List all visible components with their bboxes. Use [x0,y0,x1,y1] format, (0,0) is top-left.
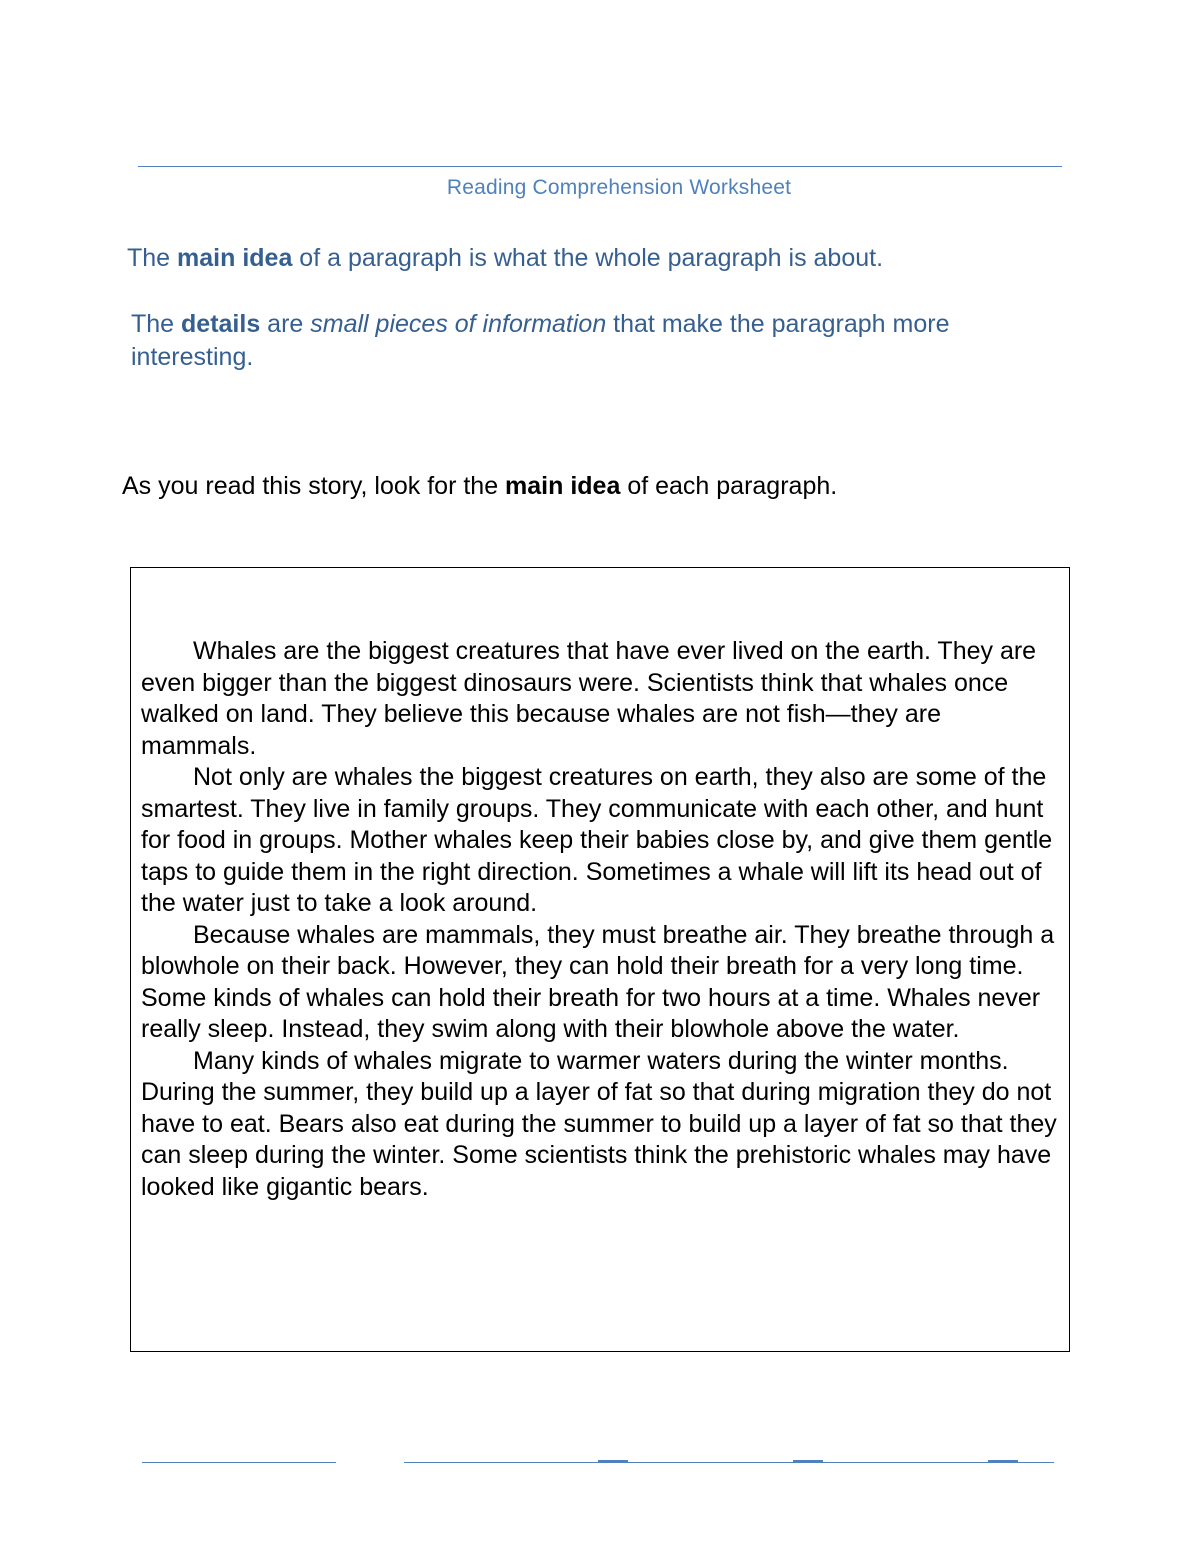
story-paragraph: Because whales are mammals, they must breathe air. They breathe through a blowhole on their back. However, they can hold their breath for a very long time. Some kinds of whales can hold their breath for two hours at a time. Whales never really sleep. Instead, they swim along with their blowhole above the water. [141,920,1055,1043]
main-idea-definition [127,242,1127,275]
story-box [130,567,1070,1352]
footer-rule-mark [598,1460,628,1462]
main-idea-definition-suffix: of a paragraph is what the whole paragraph is about. [292,244,884,272]
footer-rule-mark [793,1460,823,1462]
instruction-suffix: of each paragraph. [620,472,838,500]
main-idea-term: main idea [177,244,293,272]
footer-rule-mark [988,1460,1018,1462]
footer-rule-gap [336,1459,404,1465]
story-paragraph: Many kinds of whales migrate to warmer waters during the winter months. During the summer, they build up a layer of fat so that during migration they do not have to eat. Bears also eat during the summer to build up a layer of fat so that they can sleep during the winter. Some scientists think the prehistoric whales may have looked like gigantic bears. [141,1046,1057,1201]
story-paragraph: Whales are the biggest creatures that have ever lived on the earth. They are even bigger than the biggest dinosaurs were. Scientists think that whales once walked on land. They believe this because whales are not fish—they are mammals. [141,637,1037,760]
reading-instruction [122,470,1122,503]
details-definition [131,308,1071,374]
story-text [141,636,1061,1203]
details-term: details [181,310,261,338]
instruction-term: main idea [505,472,621,500]
page-header-title: Reading Comprehension Worksheet [446,176,792,199]
details-definition-suffix: that make the paragraph more interesting. [131,310,950,371]
story-paragraph: Not only are whales the biggest creatures on earth, they also are some of the smartest. They live in family groups. They communicate with each other, and hunt for food in groups. Mother whales keep their babies close by, and give them gentle taps to guide them in the right direction. Sometimes a whale will lift its head out of the water just to take a look around. [141,763,1053,917]
main-idea-definition-prefix: The [127,244,178,272]
footer-rule [142,1462,1054,1463]
details-definition-prefix: The [131,310,182,338]
details-definition-middle: are [260,310,311,338]
header-rule [138,166,1062,167]
instruction-prefix: As you read this story, look for the [122,472,506,500]
details-emphasis: small pieces of information [310,310,607,338]
